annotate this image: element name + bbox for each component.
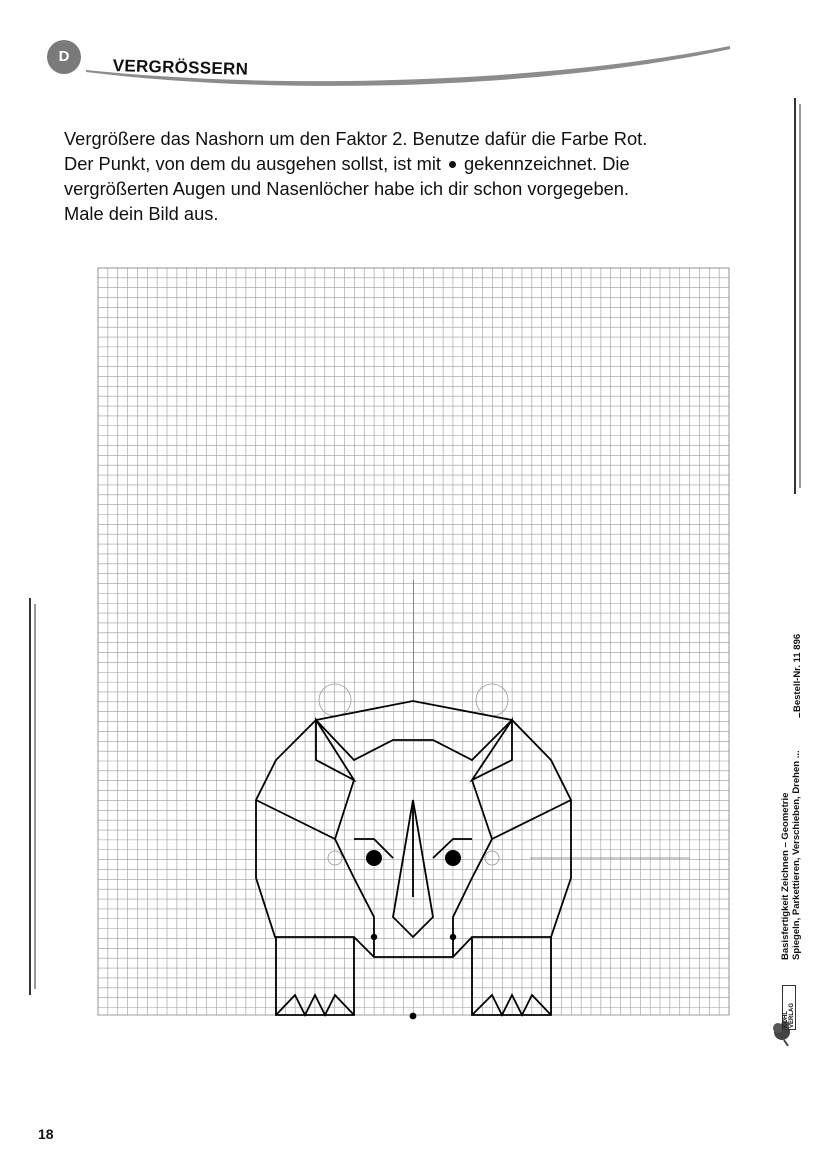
page-title: VERGRÖSSERN	[112, 56, 249, 79]
section-badge: D	[47, 40, 81, 74]
page-number: 18	[38, 1126, 54, 1142]
book-subtitle: Spiegeln, Parkettieren, Verschieben, Drehen ...	[791, 750, 802, 960]
instruction-line-2-start: Der Punkt, von dem du ausgehen sollst, ist mit	[64, 153, 441, 174]
order-number: Bestell-Nr. 11 896	[792, 633, 803, 712]
publisher-name: KOHL VERLAG	[782, 985, 796, 1030]
sidebar-separator: –	[794, 712, 805, 718]
instruction-line-3: vergrößerten Augen und Nasenlöcher habe ich dir schon vorgegeben.	[64, 178, 630, 199]
book-title: Basisfertigkeit Zeichnen – Geometrie	[780, 792, 791, 960]
instruction-line-4: Male dein Bild aus.	[64, 203, 219, 224]
instruction-line-2-end: gekennzeichnet. Die	[463, 153, 630, 174]
instruction-line-1: Vergrößere das Nashorn um den Faktor 2. Benutze dafür die Farbe Rot.	[64, 128, 648, 149]
